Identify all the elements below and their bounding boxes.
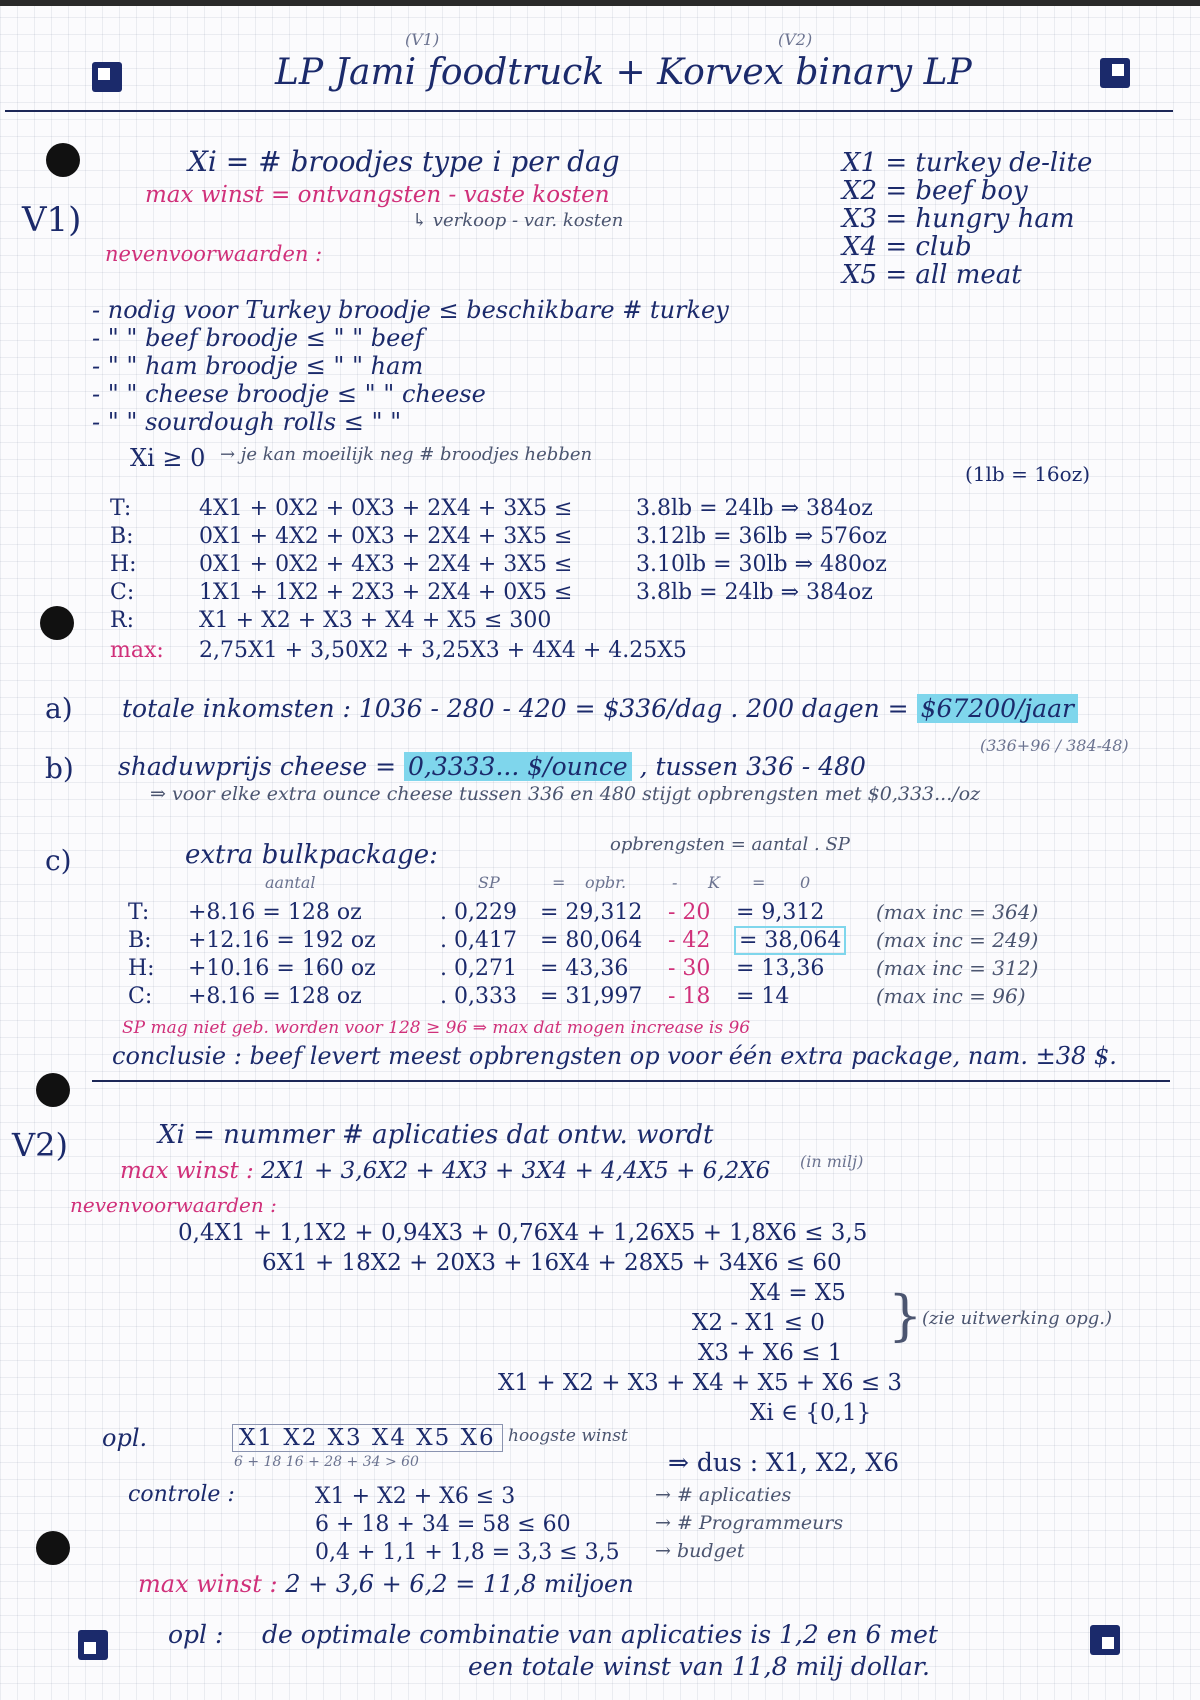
check-expr: 6 + 18 + 34 = 58 ≤ 60 bbox=[315, 1512, 571, 1537]
check-expr: 0,4 + 1,1 + 1,8 = 3,3 ≤ 3,5 bbox=[315, 1540, 620, 1565]
lp-row-label: C: bbox=[110, 580, 135, 605]
max-winst-label: max winst : bbox=[138, 1570, 278, 1598]
bulk-row-aantal: +8.16 = 128 oz bbox=[188, 900, 362, 925]
bulk-package-title: extra bulkpackage: bbox=[185, 840, 438, 870]
rule-item: - " " beef broodje ≤ " " beef bbox=[92, 324, 424, 352]
bulk-row-k: - 30 bbox=[668, 956, 711, 981]
lp-row-expr: 1X1 + 1X2 + 2X3 + 2X4 + 0X5 ≤ bbox=[199, 580, 573, 605]
page-title: LP Jami foodtruck + Korvex binary LP bbox=[275, 52, 972, 93]
page-top-edge bbox=[0, 0, 1200, 6]
objective-v2-label: max winst : bbox=[120, 1158, 254, 1184]
constraint-item: X3 + X6 ≤ 1 bbox=[698, 1340, 843, 1366]
max-winst-v2 bbox=[138, 1570, 634, 1598]
constraint-item: X1 + X2 + X3 + X4 + X5 + X6 ≤ 3 bbox=[498, 1370, 903, 1396]
bulk-row bbox=[128, 900, 1038, 925]
bulk-row-k: - 18 bbox=[668, 984, 711, 1009]
bulk-row-result: = 13,36 bbox=[736, 956, 825, 981]
bulk-row-note: (max inc = 249) bbox=[876, 928, 1039, 952]
lp-row-rhs: 3.12lb = 36lb ⇒ 576oz bbox=[636, 524, 887, 549]
constraints-title: nevenvoorwaarden : bbox=[105, 242, 323, 266]
question-a-result: $67200/jaar bbox=[917, 694, 1078, 723]
solution-vars: X1 X2 X3 X4 X5 X6 bbox=[232, 1424, 503, 1452]
variable-item: X1 = turkey de-lite bbox=[842, 148, 1093, 178]
constraint-item: X2 - X1 ≤ 0 bbox=[692, 1310, 825, 1336]
lp-row-expr: 4X1 + 0X2 + 0X3 + 2X4 + 3X5 ≤ bbox=[199, 496, 573, 521]
objective: max winst = ontvangsten - vaste kosten bbox=[145, 182, 610, 208]
lp-row-label: T: bbox=[110, 496, 132, 521]
bulk-row bbox=[128, 956, 1038, 981]
col-head-opbr: opbr. bbox=[585, 873, 627, 892]
lp-row-rhs: 3.10lb = 30lb ⇒ 480oz bbox=[636, 552, 887, 577]
bulk-row-opbr: = 43,36 bbox=[540, 956, 629, 981]
bulk-row-result: = 9,312 bbox=[736, 900, 825, 925]
constraint-item: X4 = X5 bbox=[750, 1280, 846, 1306]
col-head-aantal: aantal bbox=[265, 873, 316, 892]
check-note: → # Programmeurs bbox=[655, 1512, 844, 1534]
bulk-package-note: SP mag niet geb. worden voor 128 ≥ 96 ⇒ max dat mogen increase is 96 bbox=[122, 1018, 751, 1038]
corner-mark-top-right bbox=[1100, 58, 1130, 88]
bulk-row-result: = 14 bbox=[736, 984, 790, 1009]
lp-row-expr: X1 + X2 + X3 + X4 + X5 ≤ 300 bbox=[199, 608, 552, 633]
col-head-minus: - bbox=[672, 873, 678, 892]
question-b-text bbox=[118, 752, 866, 781]
binder-hole bbox=[40, 606, 74, 640]
bulk-row-aantal: +8.16 = 128 oz bbox=[188, 984, 362, 1009]
bulk-row-sp: . 0,271 bbox=[440, 956, 517, 981]
variable-item: X3 = hungry ham bbox=[842, 204, 1075, 234]
bulk-row-opbr: = 80,064 bbox=[540, 928, 643, 953]
shadow-price-range-note: (336+96 / 384-48) bbox=[980, 736, 1129, 755]
lp-row bbox=[110, 524, 887, 549]
bulk-row bbox=[128, 984, 1026, 1009]
shadow-price-value: 0,3333... $/ounce bbox=[404, 752, 632, 781]
question-a-text bbox=[122, 694, 1078, 723]
final-answer-label: opl : bbox=[168, 1620, 224, 1649]
bulk-row-opbr: = 31,997 bbox=[540, 984, 643, 1009]
lp-row-expr: 0X1 + 0X2 + 4X3 + 2X4 + 3X5 ≤ bbox=[199, 552, 573, 577]
lp-row bbox=[110, 552, 887, 577]
lp-row-label: H: bbox=[110, 552, 137, 577]
question-c-label: c) bbox=[45, 844, 72, 877]
bulk-row-aantal: +10.16 = 160 oz bbox=[188, 956, 376, 981]
lp-row bbox=[110, 580, 873, 605]
final-answer-line2: een totale winst van 11,8 milj dollar. bbox=[468, 1652, 930, 1681]
check-note: → budget bbox=[655, 1540, 745, 1562]
nonnegativity-note: → je kan moeilijk neg # broodjes hebben bbox=[220, 444, 593, 465]
nonnegativity: Xi ≥ 0 bbox=[130, 444, 206, 472]
binder-hole bbox=[36, 1531, 70, 1565]
bulk-row-k: - 42 bbox=[668, 928, 711, 953]
shadow-price-label: shaduwprijs cheese = bbox=[118, 752, 397, 781]
corner-mark-top-left bbox=[92, 62, 122, 92]
binder-hole bbox=[36, 1073, 70, 1107]
objective-sub: ↳ verkoop - var. kosten bbox=[412, 210, 624, 231]
constraints-note: (zie uitwerking opg.) bbox=[922, 1308, 1113, 1329]
section-marker-v2: V2) bbox=[12, 1126, 68, 1164]
bulk-row-aantal: +12.16 = 192 oz bbox=[188, 928, 376, 953]
section-divider bbox=[92, 1080, 1170, 1082]
variable-item: X4 = club bbox=[842, 232, 972, 262]
final-answer-line1: de optimale combinatie van aplicaties is 1,2 en 6 met bbox=[262, 1620, 938, 1649]
constraints-title-v2: nevenvoorwaarden : bbox=[70, 1193, 277, 1217]
variable-definition-v2: Xi = nummer # aplicaties dat ontw. wordt bbox=[158, 1120, 714, 1150]
solution-label: opl. bbox=[102, 1424, 148, 1452]
shadow-price-range: , tussen 336 - 480 bbox=[639, 752, 866, 781]
lp-objective-row bbox=[110, 638, 687, 663]
constraint-brace-icon: } bbox=[888, 1284, 923, 1347]
corner-mark-bottom-right bbox=[1090, 1625, 1120, 1655]
bulk-row-label: C: bbox=[128, 984, 153, 1009]
lp-row-rhs: 3.8lb = 24lb ⇒ 384oz bbox=[636, 496, 873, 521]
check-expr: X1 + X2 + X6 ≤ 3 bbox=[315, 1484, 516, 1509]
header-note-v1: (V1) bbox=[405, 30, 440, 49]
bulk-row-label: T: bbox=[128, 900, 150, 925]
max-winst-value: 2 + 3,6 + 6,2 = 11,8 miljoen bbox=[285, 1570, 634, 1598]
lp-max-expr: 2,75X1 + 3,50X2 + 3,25X3 + 4X4 + 4.25X5 bbox=[199, 638, 687, 663]
lp-row bbox=[110, 496, 873, 521]
bulk-row-result-highlight: = 38,064 bbox=[736, 928, 844, 953]
bulk-row-sp: . 0,417 bbox=[440, 928, 517, 953]
solution-sub: 6 + 18 16 + 28 + 34 > 60 bbox=[234, 1454, 419, 1470]
bulk-row-note: (max inc = 96) bbox=[876, 984, 1026, 1008]
constraint-item: 6X1 + 18X2 + 20X3 + 16X4 + 28X5 + 34X6 ≤ 60 bbox=[262, 1250, 842, 1276]
bulk-row-note: (max inc = 312) bbox=[876, 956, 1039, 980]
rule-item: - " " sourdough rolls ≤ " " bbox=[92, 408, 402, 436]
rule-item: - " " ham broodje ≤ " " ham bbox=[92, 352, 424, 380]
bulk-row-note: (max inc = 364) bbox=[876, 900, 1039, 924]
col-head-eq: = bbox=[552, 873, 566, 892]
bulk-row bbox=[128, 928, 1038, 953]
objective-v2-expr: 2X1 + 3,6X2 + 4X3 + 3X4 + 4,4X5 + 6,2X6 bbox=[261, 1158, 771, 1184]
question-a-label: a) bbox=[45, 692, 73, 725]
section-marker-v1: V1) bbox=[22, 200, 82, 240]
solution-note: hoogste winst bbox=[508, 1426, 628, 1446]
constraint-item: Xi ∈ {0,1} bbox=[750, 1400, 872, 1426]
unit-note: (1lb = 16oz) bbox=[965, 462, 1091, 486]
rule-item: - " " cheese broodje ≤ " " cheese bbox=[92, 380, 486, 408]
lp-row-rhs: 3.8lb = 24lb ⇒ 384oz bbox=[636, 580, 873, 605]
question-b-label: b) bbox=[45, 752, 74, 785]
lp-row-label: B: bbox=[110, 524, 134, 549]
conclusion: conclusie : beef levert meest opbrengsten op voor één extra package, nam. ±38 $. bbox=[112, 1042, 1117, 1070]
col-head-sp: SP bbox=[478, 873, 500, 892]
lp-max-label: max: bbox=[110, 638, 164, 663]
rule-item: - nodig voor Turkey broodje ≤ beschikbare # turkey bbox=[92, 296, 729, 324]
objective-v2-unit: (in milj) bbox=[800, 1152, 864, 1171]
bulk-row-sp: . 0,229 bbox=[440, 900, 517, 925]
shadow-price-explanation: ⇒ voor elke extra ounce cheese tussen 336 en 480 stijgt opbrengsten met $0,333.../oz bbox=[150, 783, 981, 805]
question-a-calc: totale inkomsten : 1036 - 280 - 420 = $336/dag . 200 dagen = bbox=[122, 694, 909, 723]
constraint-item: 0,4X1 + 1,1X2 + 0,94X3 + 0,76X4 + 1,26X5 + 1,8X6 ≤ 3,5 bbox=[178, 1220, 868, 1246]
objective-v2 bbox=[120, 1158, 770, 1184]
bulk-row-label: H: bbox=[128, 956, 155, 981]
solution-result: ⇒ dus : X1, X2, X6 bbox=[668, 1448, 900, 1477]
col-head-k: K bbox=[708, 873, 720, 892]
variable-item: X5 = all meat bbox=[842, 260, 1022, 290]
col-head-zero: 0 bbox=[800, 873, 811, 892]
bulk-row-sp: . 0,333 bbox=[440, 984, 517, 1009]
corner-mark-bottom-left bbox=[78, 1630, 108, 1660]
bulk-row-k: - 20 bbox=[668, 900, 711, 925]
bulk-row-label: B: bbox=[128, 928, 152, 953]
lp-row bbox=[110, 608, 636, 633]
variable-item: X2 = beef boy bbox=[842, 176, 1028, 206]
header-divider bbox=[5, 110, 1173, 112]
lp-row-label: R: bbox=[110, 608, 134, 633]
bulk-package-formula: opbrengsten = aantal . SP bbox=[610, 834, 850, 855]
bulk-row-opbr: = 29,312 bbox=[540, 900, 643, 925]
controle-label: controle : bbox=[128, 1482, 235, 1507]
check-note: → # aplicaties bbox=[655, 1484, 792, 1506]
lp-row-expr: 0X1 + 4X2 + 0X3 + 2X4 + 3X5 ≤ bbox=[199, 524, 573, 549]
col-head-eq2: = bbox=[752, 873, 766, 892]
variable-definition: Xi = # broodjes type i per dag bbox=[188, 145, 620, 178]
header-note-v2: (V2) bbox=[778, 30, 813, 49]
binder-hole bbox=[46, 143, 80, 177]
